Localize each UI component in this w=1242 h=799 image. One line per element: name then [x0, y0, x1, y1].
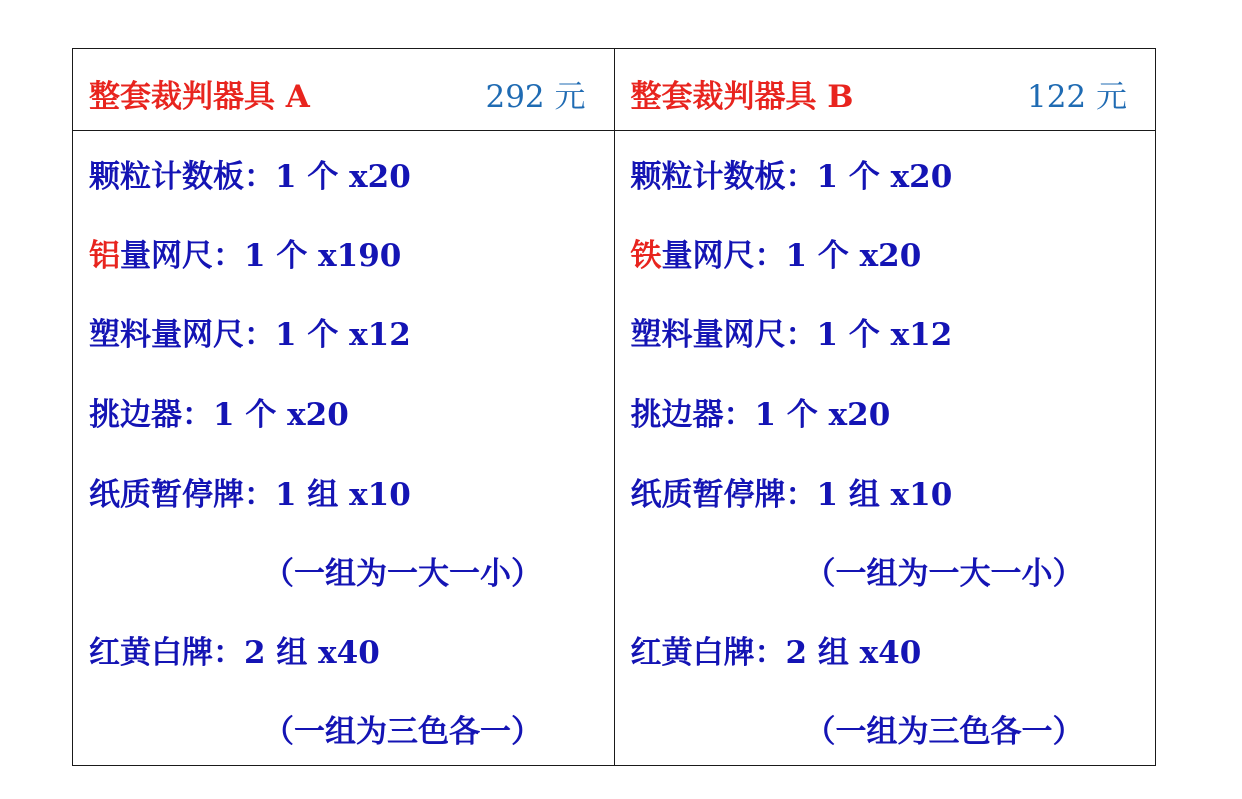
kit-b-item-text: 纸质暂停牌：1 组 x10	[630, 477, 953, 513]
price-table	[72, 48, 1156, 766]
kit-a-item-text: 颗粒计数板：1 个 x20	[89, 159, 411, 195]
kit-b-header	[615, 49, 1156, 131]
kit-a-item-text: 塑料量网尺：1 个 x12	[89, 317, 411, 353]
kit-b-note-color-cards: （一组为三色各一）	[804, 714, 1084, 750]
kit-b-item-side-picker	[631, 389, 891, 434]
kit-a-title: 整套裁判器具 A	[89, 79, 310, 115]
kit-b-item-particle-board	[631, 151, 953, 196]
kit-a-price: 292 元	[485, 79, 586, 115]
kit-b-item-accent: 铁	[630, 238, 662, 274]
kit-a-header	[73, 49, 614, 131]
kit-b-item-text: 挑边器：1 个 x20	[630, 397, 891, 433]
kit-b-price: 122 元	[1026, 79, 1127, 115]
kit-a-item-text: 量网尺：1 个 x190	[120, 238, 402, 274]
kit-b-column	[614, 49, 1156, 765]
kit-b-item-text: 量网尺：1 个 x20	[661, 238, 922, 274]
kit-a-item-pause-cards	[89, 469, 411, 514]
kit-b-note-pause-cards: （一组为一大一小）	[804, 556, 1084, 592]
kit-b-item-pause-cards	[631, 469, 953, 514]
kit-a-item-color-cards	[89, 627, 380, 672]
kit-a-note-color-cards: （一组为三色各一）	[263, 714, 542, 750]
kit-a-item-text: 红黄白牌：2 组 x40	[89, 635, 380, 671]
kit-a-item-plastic-net-gauge	[89, 309, 411, 354]
kit-b-item-text: 塑料量网尺：1 个 x12	[630, 317, 953, 353]
kit-b-item-color-cards	[631, 627, 922, 672]
kit-b-item-text: 颗粒计数板：1 个 x20	[630, 159, 953, 195]
kit-a-item-text: 挑边器：1 个 x20	[89, 397, 349, 433]
kit-a-item-accent: 铝	[89, 238, 120, 274]
kit-a-item-net-gauge	[89, 230, 401, 275]
kit-b-item-net-gauge	[631, 230, 922, 275]
kit-a-column	[73, 49, 614, 765]
kit-b-title: 整套裁判器具 B	[630, 79, 854, 115]
kit-a-item-text: 纸质暂停牌：1 组 x10	[89, 477, 411, 513]
kit-a-note-pause-cards: （一组为一大一小）	[263, 556, 542, 592]
kit-b-item-text: 红黄白牌：2 组 x40	[630, 635, 922, 671]
kit-a-item-side-picker	[89, 389, 349, 434]
kit-b-item-plastic-net-gauge	[631, 309, 953, 354]
kit-a-item-particle-board	[89, 151, 411, 196]
